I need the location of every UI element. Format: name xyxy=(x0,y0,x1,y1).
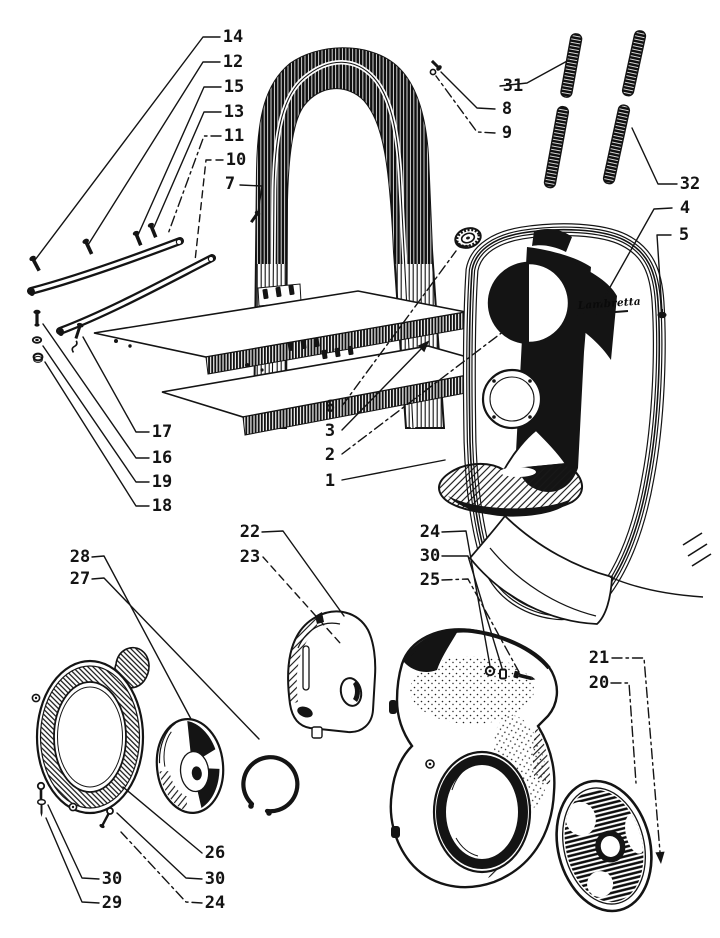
callout-26: 26 xyxy=(204,843,226,863)
callout-32: 32 xyxy=(679,174,701,194)
headset-housing xyxy=(389,629,557,887)
leader-14 xyxy=(35,37,220,260)
leader-15 xyxy=(138,87,221,235)
trim-strip-left xyxy=(544,33,583,188)
cut-marks xyxy=(683,533,711,566)
rivet-b xyxy=(82,238,95,256)
callout-22: 22 xyxy=(239,522,261,542)
callout-19: 19 xyxy=(151,472,173,492)
leader-10 xyxy=(195,160,223,261)
callout-10: 10 xyxy=(225,150,247,170)
rivet-a xyxy=(28,255,42,273)
leader-22 xyxy=(262,531,344,616)
leader-18 xyxy=(45,362,149,506)
callout-17: 17 xyxy=(151,422,173,442)
callout-30b: 30 xyxy=(101,869,123,889)
horn-mount-opening xyxy=(483,370,541,428)
callout-9: 9 xyxy=(501,123,513,143)
callout-28: 28 xyxy=(69,547,91,567)
leader-16 xyxy=(43,324,149,458)
callout-16: 16 xyxy=(151,448,173,468)
washer-19 xyxy=(33,337,41,343)
callout-3: 3 xyxy=(324,421,336,441)
callout-20: 20 xyxy=(588,673,610,693)
rivet-d xyxy=(147,222,159,238)
headlight-opening xyxy=(434,752,530,872)
callout-27: 27 xyxy=(69,569,91,589)
nut-18 xyxy=(34,354,43,363)
screw-29 xyxy=(38,783,46,817)
rivet-c xyxy=(132,230,144,246)
callout-30a: 30 xyxy=(419,546,441,566)
callout-6: 6 xyxy=(324,397,336,417)
leader-9 xyxy=(436,76,495,133)
callout-5: 5 xyxy=(678,225,690,245)
headlight-reflector xyxy=(152,716,227,816)
callout-24a: 24 xyxy=(419,522,441,542)
washer-9 xyxy=(430,69,435,74)
leader-8 xyxy=(441,72,495,109)
callout-18: 18 xyxy=(151,496,173,516)
callout-2: 2 xyxy=(324,445,336,465)
callout-25: 25 xyxy=(419,570,441,590)
callout-15: 15 xyxy=(223,77,245,97)
leader-29 xyxy=(46,818,99,903)
handlebar-cover xyxy=(288,611,375,738)
callout-30c: 30 xyxy=(204,869,226,889)
horn-grille-cover xyxy=(543,771,664,921)
callout-23: 23 xyxy=(239,547,261,567)
legshield xyxy=(439,229,711,624)
lambretta-badge: Lambretta xyxy=(577,295,642,312)
callout-21: 21 xyxy=(588,648,610,668)
leader-arrow-21 xyxy=(655,852,664,864)
callout-29: 29 xyxy=(101,893,123,913)
callout-7: 7 xyxy=(224,174,236,194)
callout-24b: 24 xyxy=(204,893,226,913)
retaining-circlip xyxy=(243,757,297,816)
leader-30c xyxy=(117,813,202,879)
callout-4: 4 xyxy=(679,198,691,218)
leader-1 xyxy=(342,460,445,480)
callout-1: 1 xyxy=(324,471,336,491)
callout-8: 8 xyxy=(501,99,513,119)
leader-19 xyxy=(43,346,149,482)
callout-14: 14 xyxy=(222,27,244,47)
bolt-16 xyxy=(33,310,40,327)
callout-11: 11 xyxy=(223,126,245,146)
callout-31: 31 xyxy=(502,76,524,96)
headlight-rim xyxy=(32,648,149,813)
leader-13 xyxy=(154,112,221,227)
callout-12: 12 xyxy=(222,52,244,72)
nut-30 xyxy=(500,670,506,679)
callout-13: 13 xyxy=(223,102,245,122)
leader-32 xyxy=(632,128,677,184)
trim-strip-right xyxy=(603,30,647,185)
leader-20 xyxy=(611,683,636,783)
